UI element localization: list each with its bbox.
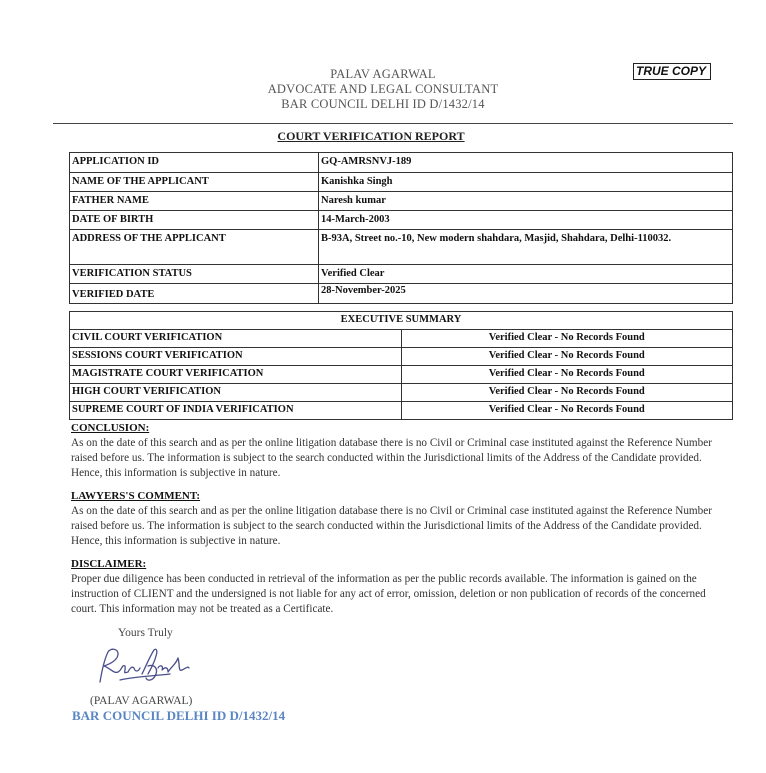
table-row xyxy=(70,366,733,384)
court-name: SESSIONS COURT VERIFICATION xyxy=(70,348,402,366)
court-name: SUPREME COURT OF INDIA VERIFICATION xyxy=(70,402,402,420)
court-result: Verified Clear - No Records Found xyxy=(401,330,733,348)
field-label: NAME OF THE APPLICANT xyxy=(70,173,319,192)
table-row xyxy=(70,265,733,284)
field-value: Naresh kumar xyxy=(319,192,733,211)
field-value: 28-November-2025 xyxy=(319,284,733,304)
field-value: Verified Clear xyxy=(319,265,733,284)
court-name: CIVIL COURT VERIFICATION xyxy=(70,330,402,348)
conclusion-text: As on the date of this search and as per the online litigation database there is no Civil or Criminal case instituted against the Reference Number raised before us. The information is subject to the search conducted within the Jurisdictional limits of the Address of the Candidate provided. Hence, this information is subjective in nature. xyxy=(71,437,712,479)
court-name: HIGH COURT VERIFICATION xyxy=(70,384,402,402)
summary-heading-row xyxy=(70,312,733,330)
executive-summary-table xyxy=(69,311,733,420)
field-value: B-93A, Street no.-10, New modern shahdara, Masjid, Shahdara, Delhi-110032. xyxy=(319,230,733,265)
field-label: VERIFICATION STATUS xyxy=(70,265,319,284)
court-result: Verified Clear - No Records Found xyxy=(401,384,733,402)
field-value: 14-March-2003 xyxy=(319,211,733,230)
closing-salutation: Yours Truly xyxy=(118,627,173,639)
disclaimer-text: Proper due diligence has been conducted in retrieval of the information as per the public records available. The information is gained on the instruction of CLIENT and the undersigned is not liable for any act of error, omission, deletion or non publication of records of the concerned court. This information may not be treated as a Certificate. xyxy=(71,573,706,615)
lawyers-comment-heading: LAWYERS'S COMMENT: xyxy=(71,490,201,502)
field-value: Kanishka Singh xyxy=(319,173,733,192)
court-name: MAGISTRATE COURT VERIFICATION xyxy=(70,366,402,384)
field-label: VERIFIED DATE xyxy=(70,284,319,304)
disclaimer-section xyxy=(71,557,726,617)
summary-heading: EXECUTIVE SUMMARY xyxy=(70,312,733,330)
applicant-details-table xyxy=(69,152,733,304)
table-row xyxy=(70,348,733,366)
lawyers-comment-section xyxy=(71,489,726,549)
court-result: Verified Clear - No Records Found xyxy=(401,366,733,384)
footer-bar-council-id: BAR COUNCIL DELHI ID D/1432/14 xyxy=(72,708,286,723)
header-divider xyxy=(53,123,733,124)
advocate-title: ADVOCATE AND LEGAL CONSULTANT xyxy=(267,82,499,96)
table-row xyxy=(70,192,733,211)
table-row xyxy=(70,173,733,192)
table-row xyxy=(70,284,733,304)
field-label: APPLICATION ID xyxy=(70,153,319,173)
field-label: ADDRESS OF THE APPLICANT xyxy=(70,230,319,265)
table-row xyxy=(70,384,733,402)
disclaimer-heading: DISCLAIMER: xyxy=(71,558,147,570)
court-result: Verified Clear - No Records Found xyxy=(401,348,733,366)
table-row xyxy=(70,153,733,173)
table-row xyxy=(70,230,733,265)
field-label: DATE OF BIRTH xyxy=(70,211,319,230)
advocate-name: PALAV AGARWAL xyxy=(330,67,436,81)
table-row xyxy=(70,330,733,348)
bar-council-id: BAR COUNCIL DELHI ID D/1432/14 xyxy=(281,97,485,111)
field-label: FATHER NAME xyxy=(70,192,319,211)
true-copy-stamp: TRUE COPY xyxy=(633,63,711,80)
court-result: Verified Clear - No Records Found xyxy=(401,402,733,420)
table-row xyxy=(70,402,733,420)
signatory-name: (PALAV AGARWAL) xyxy=(90,695,193,707)
lawyers-comment-text: As on the date of this search and as per the online litigation database there is no Civil or Criminal case instituted against the Reference Number raised before us. The information is subject to the search conducted within the Jurisdictional limits of the Address of the Candidate provided. Hence, this information is subjective in nature. xyxy=(71,505,712,547)
field-value: GQ-AMRSNVJ-189 xyxy=(319,153,733,173)
conclusion-section xyxy=(71,421,726,481)
table-row xyxy=(70,211,733,230)
conclusion-heading: CONCLUSION: xyxy=(71,422,150,434)
report-title: COURT VERIFICATION REPORT xyxy=(277,129,465,143)
handwritten-signature xyxy=(92,644,192,690)
